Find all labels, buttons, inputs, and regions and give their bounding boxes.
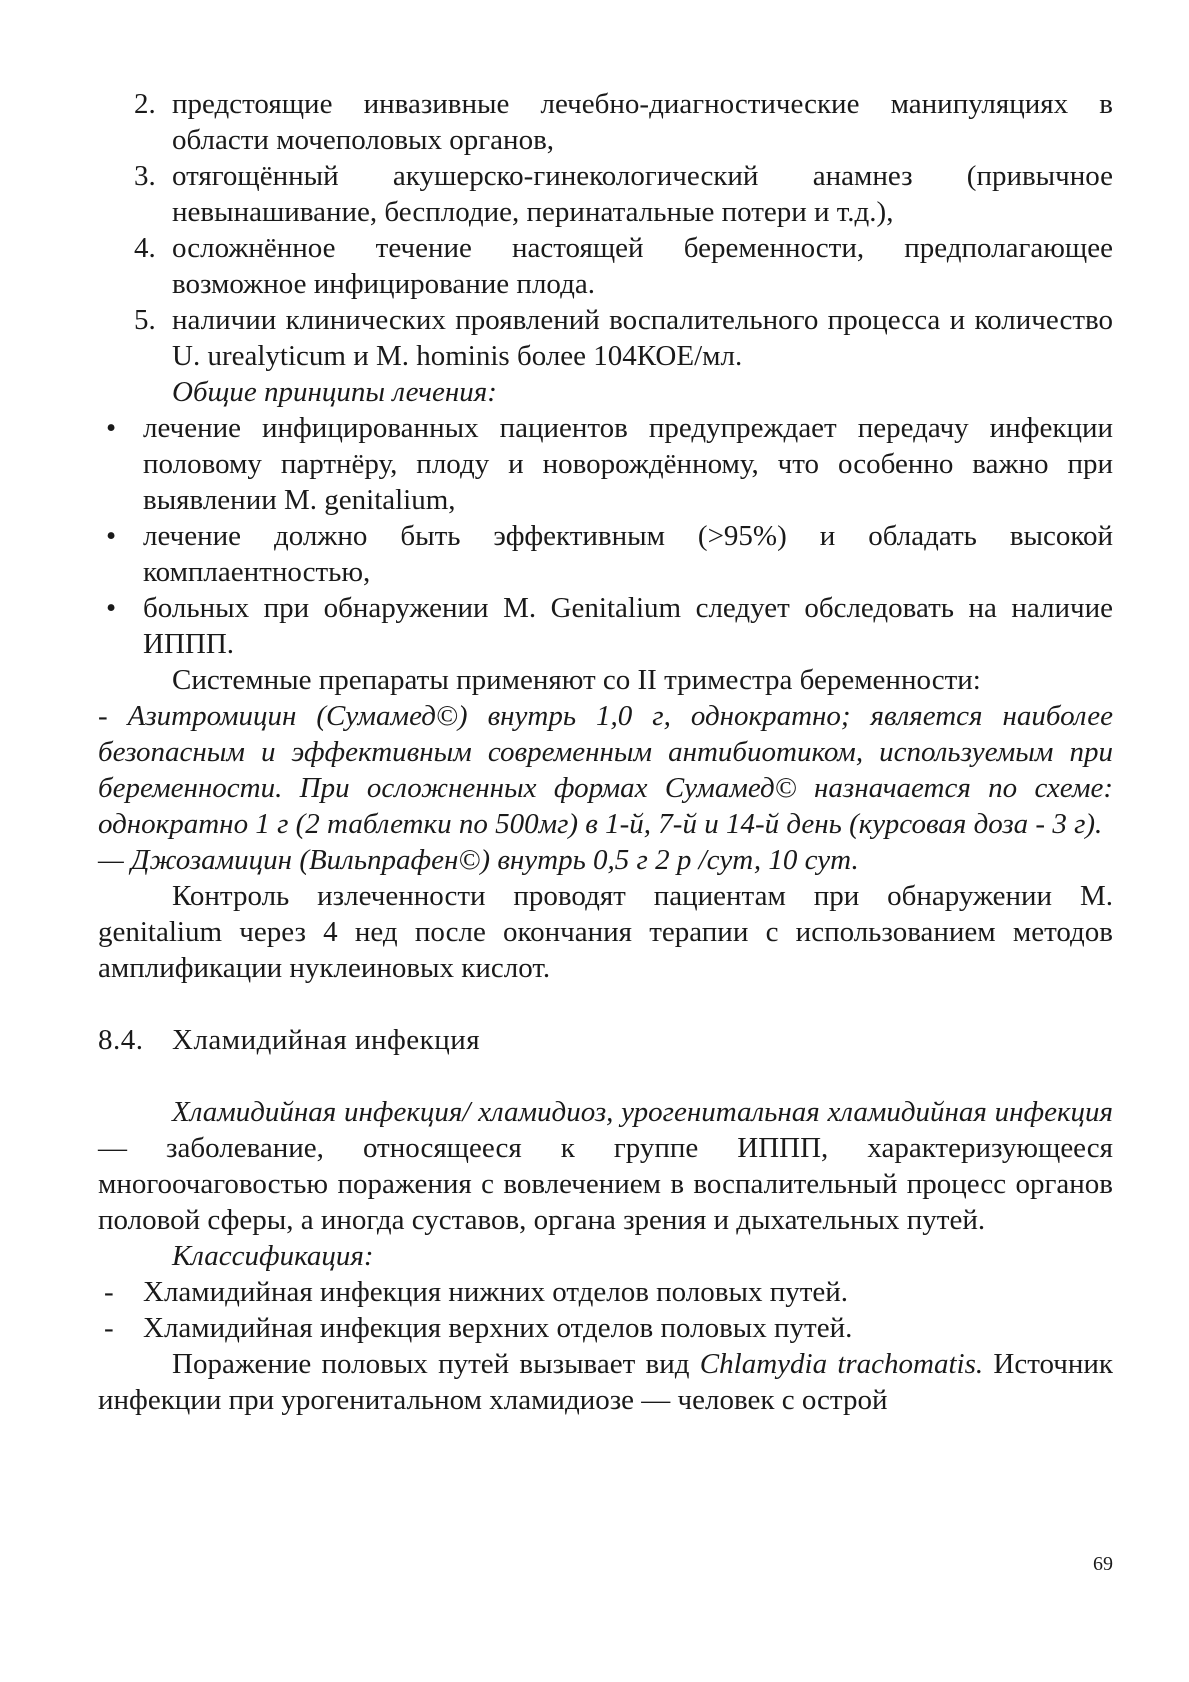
definition-paragraph (98, 1094, 1113, 1238)
list-item-text: наличии клинических проявлений воспалительного процесса и количество U. urealyticum и M. hominis более 104КОЕ/мл. (172, 304, 1113, 372)
systemic-intro: Системные препараты применяют со II триместра беременности: (172, 664, 981, 696)
definition-term: Хламидийная инфекция/ хламидиоз, урогенитальная хламидийная инфекция (172, 1096, 1113, 1128)
classification-item (98, 1274, 1113, 1310)
principles-list (98, 410, 1113, 662)
classification-item (98, 1310, 1113, 1346)
bullet-mark: • (106, 520, 117, 552)
page-number: 69 (1093, 1553, 1113, 1575)
section-title: Хламидийная инфекция (172, 1024, 481, 1056)
section-heading (98, 1022, 1113, 1058)
list-item-text: осложнённое течение настоящей беременности, предполагающее возможное инфицирование плода. (172, 232, 1113, 300)
bullet-item (98, 590, 1113, 662)
classification-list (98, 1274, 1113, 1346)
list-item-number: 4. (134, 232, 156, 264)
drug-josamycin: — Джозамицин (Вильпрафен©) внутрь 0,5 г 2 р /сут, 10 сут. (98, 844, 859, 876)
list-item (98, 230, 1113, 302)
list-item-number: 5. (134, 304, 156, 336)
bullet-mark: • (106, 412, 117, 444)
dash-mark: - (104, 1312, 114, 1344)
pathogen-species: Chlamydia trachomatis. (699, 1348, 984, 1380)
list-item (98, 158, 1113, 230)
list-item-text: предстоящие инвазивные лечебно-диагностические манипуляциях в области мочеполовых органов, (172, 88, 1113, 156)
list-item-text: отягощённый акушерско-гинекологический анамнез (привычное невынашивание, бесплодие, перинатальные потери и т.д.), (172, 160, 1113, 228)
bullet-text: лечение инфицированных пациентов предупреждает передачу инфекции половому партнёру, плоду и новорождённому, что особенно важно при выявлении M. genitalium, (143, 412, 1113, 516)
section-number: 8.4. (98, 1024, 144, 1056)
classification-heading: Классификация: (172, 1240, 374, 1272)
drug-azithromycin: - Азитромицин (Сумамед©) внутрь 1,0 г, однократно; является наиболее безопасным и эффективным современным антибиотиком, используемым при беременности. При осложненных формах Сумамед© назначается по схеме: однократно 1 г (2 таблетки по 500мг) в 1-й, 7-й и 14-й день (курсовая доза - 3 г). (98, 700, 1113, 840)
bullet-text: лечение должно быть эффективным (>95%) и обладать высокой комплаентностью, (143, 520, 1113, 588)
pathogen-paragraph (98, 1346, 1113, 1418)
classification-text: Хламидийная инфекция верхних отделов половых путей. (143, 1312, 853, 1344)
control-paragraph: Контроль излеченности проводят пациентам при обнаружении M. genitalium через 4 нед после окончания терапии с использованием методов амплификации нуклеиновых кислот. (98, 880, 1113, 984)
pathogen-text-after: Источник инфекции при урогенитальном хламидиозе — человек с острой (98, 1348, 1113, 1416)
list-item (98, 86, 1113, 158)
numbered-list (98, 86, 1113, 374)
classification-text: Хламидийная инфекция нижних отделов половых путей. (143, 1276, 849, 1308)
bullet-mark: • (106, 592, 117, 624)
list-item-number: 3. (134, 160, 156, 192)
list-item-number: 2. (134, 88, 156, 120)
principles-heading: Общие принципы лечения: (172, 376, 497, 408)
dash-mark: - (104, 1276, 114, 1308)
page-body (98, 86, 1113, 1418)
list-item (98, 302, 1113, 374)
bullet-item (98, 410, 1113, 518)
bullet-item (98, 518, 1113, 590)
pathogen-text-before: Поражение половых путей вызывает вид (172, 1348, 700, 1380)
bullet-text: больных при обнаружении M. Genitalium следует обследовать на наличие ИППП. (143, 592, 1113, 660)
definition-text: — заболевание, относящееся к группе ИППП, характеризующееся многоочаговостью поражения с вовлечением в воспалительный процесс органов половой сферы, а иногда суставов, органа зрения и дыхательных путей. (98, 1132, 1113, 1236)
